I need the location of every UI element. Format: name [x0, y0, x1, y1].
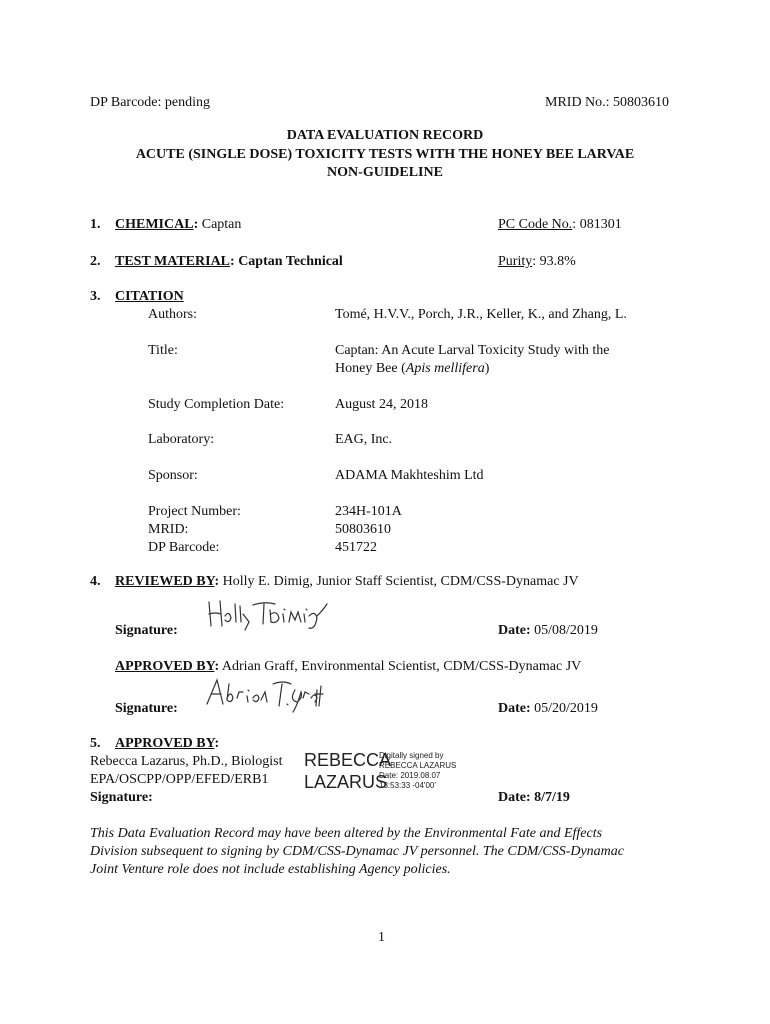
page-number: 1 [378, 930, 385, 945]
disclaimer-line2: Division subsequent to signing by CDM/CSS-Dynamac JV personnel. The CDM/CSS-Dynamac [90, 844, 625, 859]
pc-code-label: PC Code No. [498, 217, 573, 232]
section-number: 3. [90, 289, 101, 304]
dp-barcode-label: DP Barcode: [148, 540, 220, 555]
mrid-label: MRID: [148, 522, 189, 537]
epa-signature-label: Signature: [90, 790, 153, 805]
section-number: 4. [90, 574, 101, 589]
reviewer-date-value: 05/08/2019 [534, 623, 598, 638]
test-material-label: TEST MATERIAL [115, 254, 231, 269]
laboratory-label: Laboratory: [148, 432, 215, 447]
reviewer-date-label: Date: [498, 623, 531, 638]
mrid-header: MRID No.: 50803610 [545, 95, 670, 110]
purity-label: Purity [498, 254, 533, 269]
test-material-value: Captan Technical [238, 254, 343, 269]
species-name: Apis mellifera [405, 361, 485, 376]
section-number: 2. [90, 254, 101, 269]
approver-date-label: Date: [498, 701, 531, 716]
dp-barcode-value: 451722 [335, 540, 377, 555]
digital-sign-time: 13:53:33 -04'00' [379, 781, 436, 790]
document-subtitle: ACUTE (SINGLE DOSE) TOXICITY TESTS WITH THE HONEY BEE LARVAE [135, 147, 635, 162]
study-title-line2 [335, 360, 489, 378]
authors-label: Authors: [148, 307, 197, 322]
pc-code-value: 081301 [579, 217, 622, 232]
study-title-line1: Captan: An Acute Larval Toxicity Study with the [335, 343, 610, 358]
approved-by-row: APPROVED BY: Adrian Graff, Environmental Scientist, CDM/CSS-Dynamac JV [115, 659, 582, 674]
digital-signed-by-label: Digitally signed by [379, 751, 444, 760]
pc-code-row: PC Code No.: 081301 [498, 217, 622, 232]
digital-sign-date: Date: 2019.08.07 [379, 771, 441, 780]
mrid-value: 50803610 [335, 522, 391, 537]
digital-signer-first-name: REBECCA [304, 750, 392, 770]
epa-date-row [498, 789, 570, 807]
dp-barcode-header: DP Barcode: pending [90, 95, 211, 110]
digital-signer-last-name: LAZARUS [304, 772, 388, 792]
reviewer-signature-label: Signature: [115, 623, 178, 638]
completion-date-label: Study Completion Date: [148, 397, 285, 412]
guideline-label: NON-GUIDELINE [327, 165, 443, 180]
reviewed-by-value: Holly E. Dimig, Junior Staff Scientist, CDM/CSS-Dynamac JV [222, 574, 579, 589]
study-title-text: Honey Bee ( [335, 361, 406, 376]
title-label: Title: [148, 343, 178, 358]
reviewed-by-row: REVIEWED BY: Holly E. Dimig, Junior Staff Scientist, CDM/CSS-Dynamac JV [115, 574, 579, 589]
authors-value: Tomé, H.V.V., Porch, J.R., Keller, K., and Zhang, L. [335, 307, 627, 322]
approved-by-value: Adrian Graff, Environmental Scientist, CDM/CSS-Dynamac JV [221, 659, 582, 674]
reviewer-date-row [498, 622, 598, 640]
epa-approver-name: Rebecca Lazarus, Ph.D., Biologist [90, 754, 283, 769]
test-material-row: TEST MATERIAL: Captan Technical [115, 254, 343, 269]
epa-approver-org: EPA/OSCPP/OPP/EFED/ERB1 [90, 772, 269, 787]
laboratory-value: EAG, Inc. [335, 432, 393, 447]
sponsor-label: Sponsor: [148, 468, 198, 483]
approver-signature-label: Signature: [115, 701, 178, 716]
chemical-row: CHEMICAL: Captan [115, 217, 242, 232]
reviewer-signature [205, 596, 330, 632]
digital-signer-name: REBECCA LAZARUS [379, 761, 457, 770]
approver-date-value: 05/20/2019 [534, 701, 598, 716]
epa-date-value: 8/7/19 [534, 790, 570, 805]
disclaimer-line3: Joint Venture role does not include establishing Agency policies. [90, 862, 451, 877]
section-number: 1. [90, 217, 101, 232]
study-title-close: ) [484, 361, 490, 376]
completion-date-value: August 24, 2018 [335, 397, 428, 412]
document-title: DATA EVALUATION RECORD [286, 128, 484, 143]
sponsor-value: ADAMA Makhteshim Ltd [335, 468, 484, 483]
chemical-value: Captan [201, 217, 242, 232]
approver-signature [203, 676, 323, 712]
project-number-value: 234H-101A [335, 504, 402, 519]
epa-date-label: Date: [498, 790, 531, 805]
approver-date-row [498, 700, 598, 718]
digital-signature [302, 748, 462, 796]
epa-approved-by: APPROVED BY: [115, 736, 220, 751]
approved-by-label: APPROVED BY [115, 659, 215, 674]
chemical-label: CHEMICAL [115, 217, 194, 232]
epa-approved-by-label: APPROVED BY [115, 736, 215, 751]
citation-heading: CITATION [115, 289, 184, 304]
purity-value: 93.8% [539, 254, 576, 269]
section-number: 5. [90, 736, 101, 751]
purity-row: Purity: 93.8% [498, 254, 576, 269]
reviewed-by-label: REVIEWED BY [115, 574, 215, 589]
project-number-label: Project Number: [148, 504, 241, 519]
disclaimer-line1: This Data Evaluation Record may have been altered by the Environmental Fate and Effects [90, 826, 603, 841]
